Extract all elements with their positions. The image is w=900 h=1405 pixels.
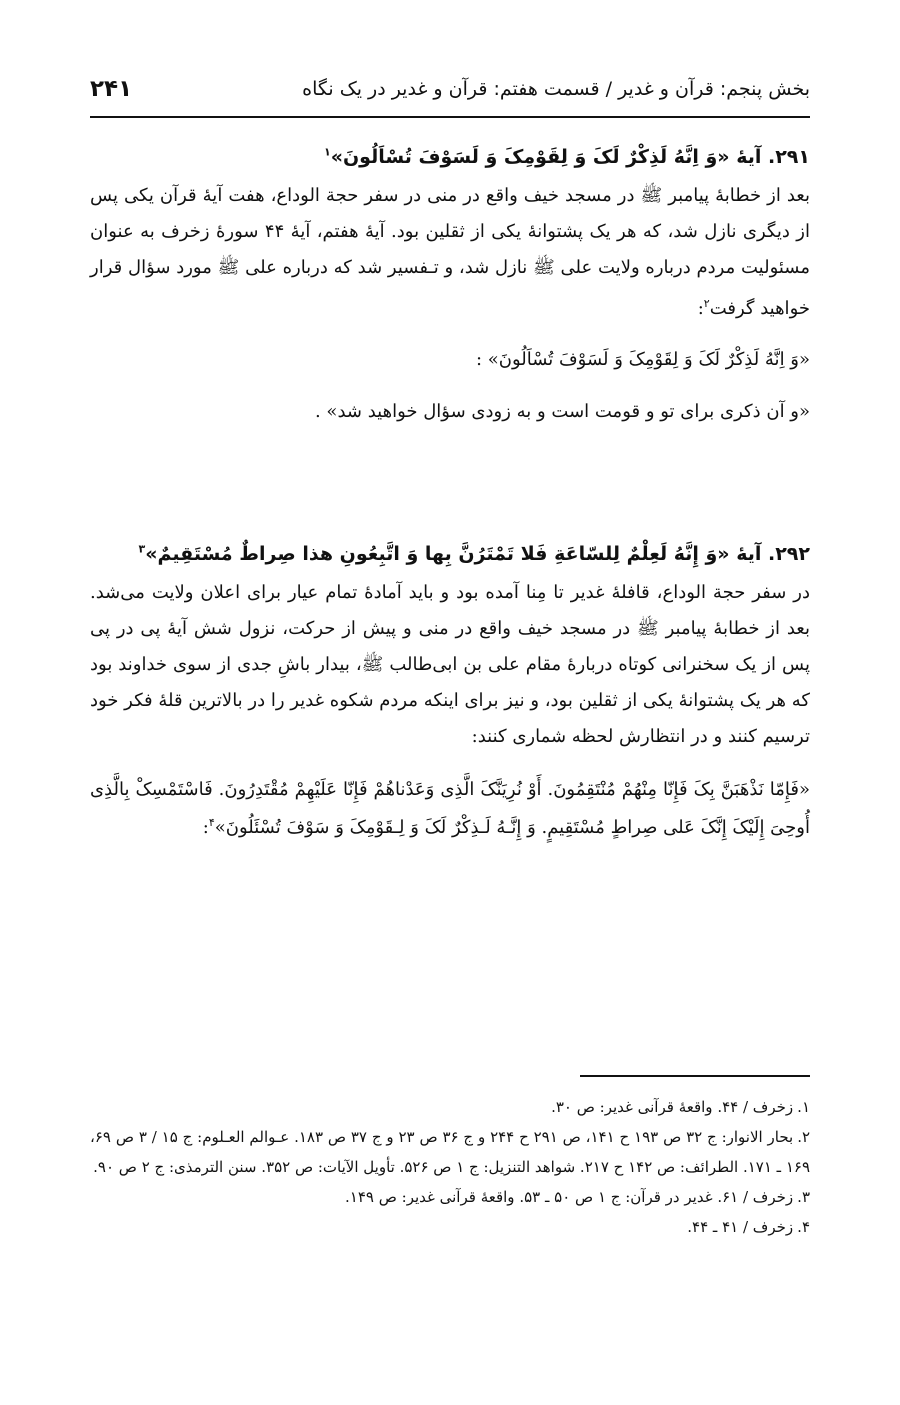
footnote-4: ۴.زخرف / ۴۱ ـ ۴۴. — [687, 1218, 810, 1236]
footnote-1: ۱.زخرف / ۴۴. واقعهٔ قرآنی غدیر: ص ۳۰. — [551, 1098, 810, 1116]
footnote-3: ۳.زخرف / ۶۱. غدیر در قرآن: ج ۱ ص ۵۰ ـ ۵۳. واقعهٔ قرآنی غدیر: ص ۱۴۹. — [345, 1188, 810, 1206]
verse-quote: «وَ اِنَّهُ لَذِکْرٌ لَکَ وَ لِقَوْمِکَ وَ لَسَوْفَ تُسْاَلُونَ» : — [475, 349, 810, 370]
running-title: بخش پنجم: قرآن و غدیر / قسمت هفتم: قرآن و غدیر در یک نگاه — [302, 78, 810, 100]
verse-end: : — [202, 817, 209, 838]
footnotes — [90, 1092, 810, 1242]
body-end: : — [697, 298, 704, 319]
heading-text: ۲۹۲. آیهٔ «وَ إِنَّهُ لَعِلْمٌ لِلسّاعَةِ فَلا تَمْتَرُنَّ بِها وَ اتَّبِعُونِ هذا صِراطٌ مُسْتَقِیمٌ» — [145, 543, 810, 565]
heading-text: ۲۹۱. آیهٔ «وَ اِنَّهُ لَذِکْرٌ لَکَ وَ لِقَوْمِکَ وَ لَسَوْفَ تُسْاَلُونَ» — [330, 146, 810, 168]
footnote-ref: ۳ — [138, 542, 146, 556]
verse-translation: «و آن ذکری برای تو و قومت است و به زودی سؤال خواهید شد» . — [314, 401, 810, 422]
section-body: در سفر حجة الوداع، قافلهٔ غدیر تا مِنا آمده بود و باید آمادهٔ تمام عیار برای اعلان ولایت می‌شد. بعد از خطابهٔ پیامبر ﷺ در مسجد خیف واقع در منی و پیش از حرکت، نزول شش آیهٔ پی در پی پس از یک سخنرانی کوتاه دربارهٔ مقام علی بن ابی‌طالب ﷺ، بیدار باشِ جدی از سوی خداوند بود که هر یک پشتوانهٔ یکی از ثقلین بود، و نیز برای اینکه مردم شکوه غدیر را در بالاترین قلهٔ فکر خود ترسیم کنند و در انتظارش لحظه شماری کنند: — [89, 582, 810, 747]
section-heading — [90, 537, 810, 571]
section-292 — [90, 537, 810, 847]
footnote-ref: ۲ — [703, 297, 710, 310]
verse-quote — [90, 771, 810, 847]
footnote-separator — [580, 1075, 810, 1077]
verse-text: «فَإِمّا نَذْهَبَنَّ بِکَ فَإِنّا مِنْهُمْ مُنْتَقِمُونَ. أَوْ نُرِیَنَّکَ الَّذِی وَعَدْناهُمْ فَإِنّا عَلَیْهِمْ مُقْتَدِرُونَ. فَاسْتَمْسِکْ بِالَّذِی أُوحِیَ إِلَیْکَ إِنَّکَ عَلی صِراطٍ مُسْتَقِیمٍ. وَ إِنَّـهُ لَـذِکْرٌ لَکَ وَ لِـقَوْمِکَ وَ سَوْفَ تُسْئَلُونَ» — [90, 779, 810, 838]
page-header — [90, 72, 810, 118]
footnote-ref: ۱ — [323, 145, 331, 159]
body-text: بعد از خطابهٔ پیامبر ﷺ در مسجد خیف واقع در منی در سفر حجة الوداع، هفت آیهٔ قرآن یکی پس از دیگری نازل شد، که هر یک پشتوانهٔ یکی از ثقلین بود. آیهٔ هفتم، آیهٔ ۴۴ سورهٔ زخرف به عنوان مسئولیت مردم درباره ولایت علی ﷺ نازل شد، و تـفسیر شد که درباره علی ﷺ مورد سؤال قرار خواهید گرفت — [90, 185, 811, 319]
section-291 — [90, 140, 810, 431]
section-heading — [90, 140, 810, 174]
footnote-2: ۲.بحار الانوار: ج ۳۲ ص ۱۹۳ ح ۱۴۱، ص ۲۹۱ ح ۲۴۴ و ج ۳۶ ص ۲۳ و ج ۳۷ ص ۱۸۳. عـوالم العـلوم: ج ۱۵ / ۳ ص ۶۹، ۱۶۹ ـ ۱۷۱. الطرائف: ص ۱۴۲ ح ۲۱۷. شواهد التنزیل: ج ۱ ص ۵۲۶. تأویل الآیات: ص ۳۵۲. سنن الترمذی: ج ۲ ص ۹۰. — [90, 1128, 811, 1176]
page-number: ۲۴۱ — [90, 76, 133, 102]
footnote-ref: ۴ — [208, 816, 215, 829]
section-body — [90, 178, 810, 327]
